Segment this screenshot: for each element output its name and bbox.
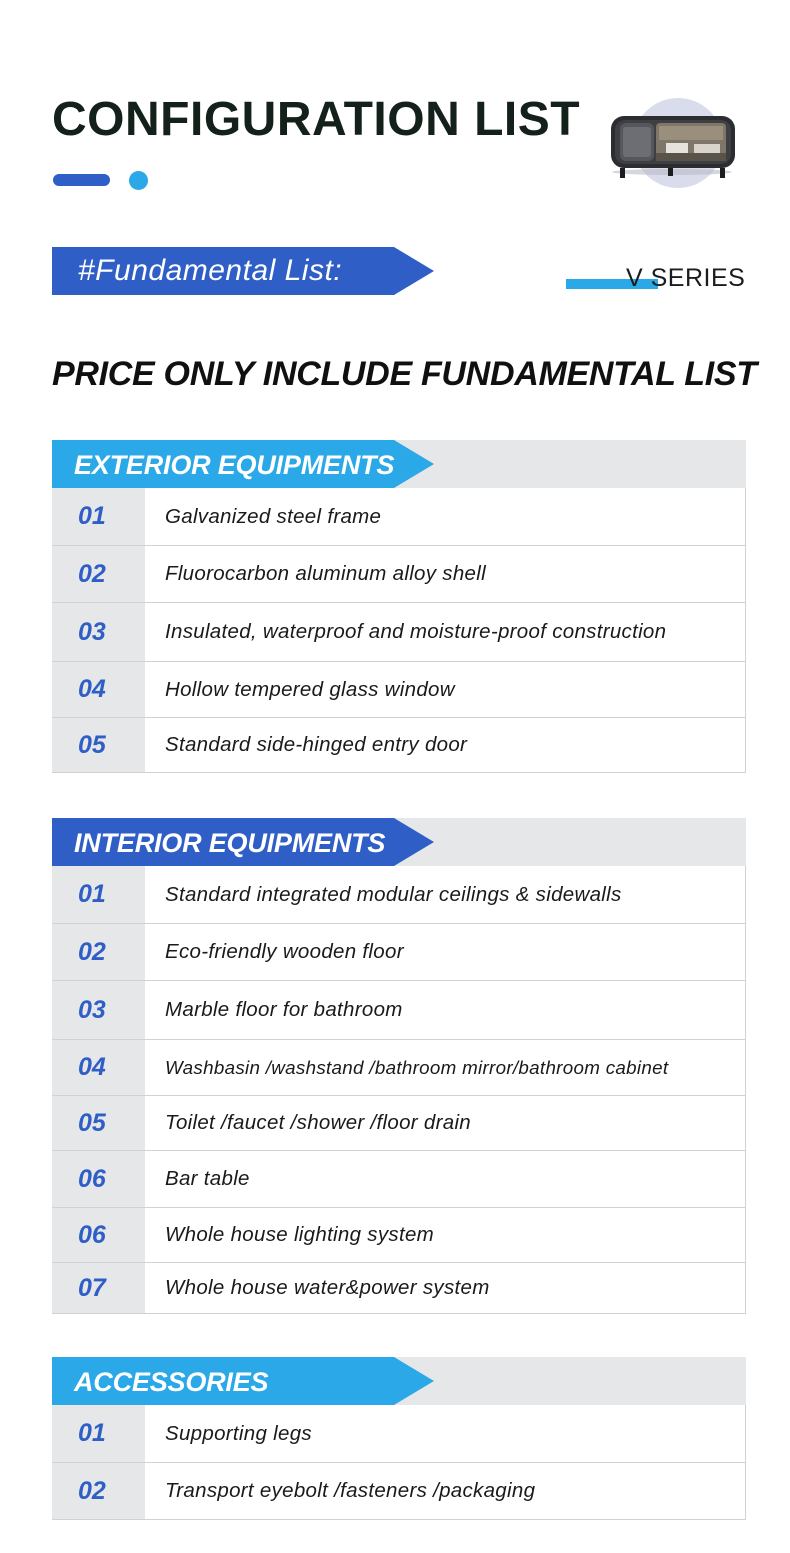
table-row [52, 1405, 746, 1463]
item-number: 05 [52, 1096, 145, 1150]
item-text: Galvanized steel frame [145, 488, 746, 545]
table-row [52, 981, 746, 1040]
interior-equipments-section [52, 818, 746, 1314]
table-row [52, 924, 746, 981]
section-header [52, 1357, 746, 1405]
item-text: Whole house lighting system [145, 1208, 746, 1262]
item-number: 03 [52, 603, 145, 661]
table-row [52, 662, 746, 718]
section-header [52, 440, 746, 488]
table-row [52, 1463, 746, 1520]
item-text: Standard side-hinged entry door [145, 718, 746, 772]
item-text: Whole house water&power system [145, 1263, 746, 1313]
item-text: Insulated, waterproof and moisture-proof construction [145, 603, 746, 661]
item-number: 01 [52, 488, 145, 545]
item-number: 02 [52, 924, 145, 980]
item-number: 06 [52, 1151, 145, 1207]
item-number: 01 [52, 1405, 145, 1462]
table-row [52, 488, 746, 546]
item-number: 01 [52, 866, 145, 923]
capsule-pod-icon [606, 96, 742, 188]
item-number: 02 [52, 1463, 145, 1519]
table-row [52, 1096, 746, 1151]
item-number: 05 [52, 718, 145, 772]
item-number: 03 [52, 981, 145, 1039]
page-title: CONFIGURATION LIST [52, 93, 581, 146]
item-number: 04 [52, 1040, 145, 1095]
title-underline-dot [129, 171, 148, 190]
capsule-house-image [606, 96, 742, 188]
item-text: Standard integrated modular ceilings & sidewalls [145, 866, 746, 923]
item-text: Hollow tempered glass window [145, 662, 746, 717]
item-text: Marble floor for bathroom [145, 981, 746, 1039]
table-row [52, 546, 746, 603]
fundamental-list-label: #Fundamental List: [78, 254, 343, 287]
item-text: Toilet /faucet /shower /floor drain [145, 1096, 746, 1150]
section-title: EXTERIOR EQUIPMENTS [74, 450, 395, 480]
item-text: Eco-friendly wooden floor [145, 924, 746, 980]
item-text: Bar table [145, 1151, 746, 1207]
item-number: 07 [52, 1263, 145, 1313]
table-row [52, 866, 746, 924]
table-row [52, 603, 746, 662]
price-heading: PRICE ONLY INCLUDE FUNDAMENTAL LIST [52, 355, 757, 393]
table-row [52, 1151, 746, 1208]
section-title: ACCESSORIES [74, 1367, 269, 1397]
section-header [52, 818, 746, 866]
item-text: Fluorocarbon aluminum alloy shell [145, 546, 746, 602]
item-text: Supporting legs [145, 1405, 746, 1462]
item-text: Washbasin /washstand /bathroom mirror/bathroom cabinet [145, 1040, 746, 1095]
item-number: 06 [52, 1208, 145, 1262]
table-row [52, 1263, 746, 1314]
table-row [52, 1040, 746, 1096]
table-row [52, 718, 746, 773]
title-underline-bar [53, 174, 110, 186]
series-label: V SERIES [626, 264, 746, 292]
accessories-section [52, 1357, 746, 1520]
exterior-equipments-section [52, 440, 746, 773]
item-number: 02 [52, 546, 145, 602]
item-number: 04 [52, 662, 145, 717]
section-title: INTERIOR EQUIPMENTS [74, 828, 386, 858]
table-row [52, 1208, 746, 1263]
item-text: Transport eyebolt /fasteners /packaging [145, 1463, 746, 1519]
